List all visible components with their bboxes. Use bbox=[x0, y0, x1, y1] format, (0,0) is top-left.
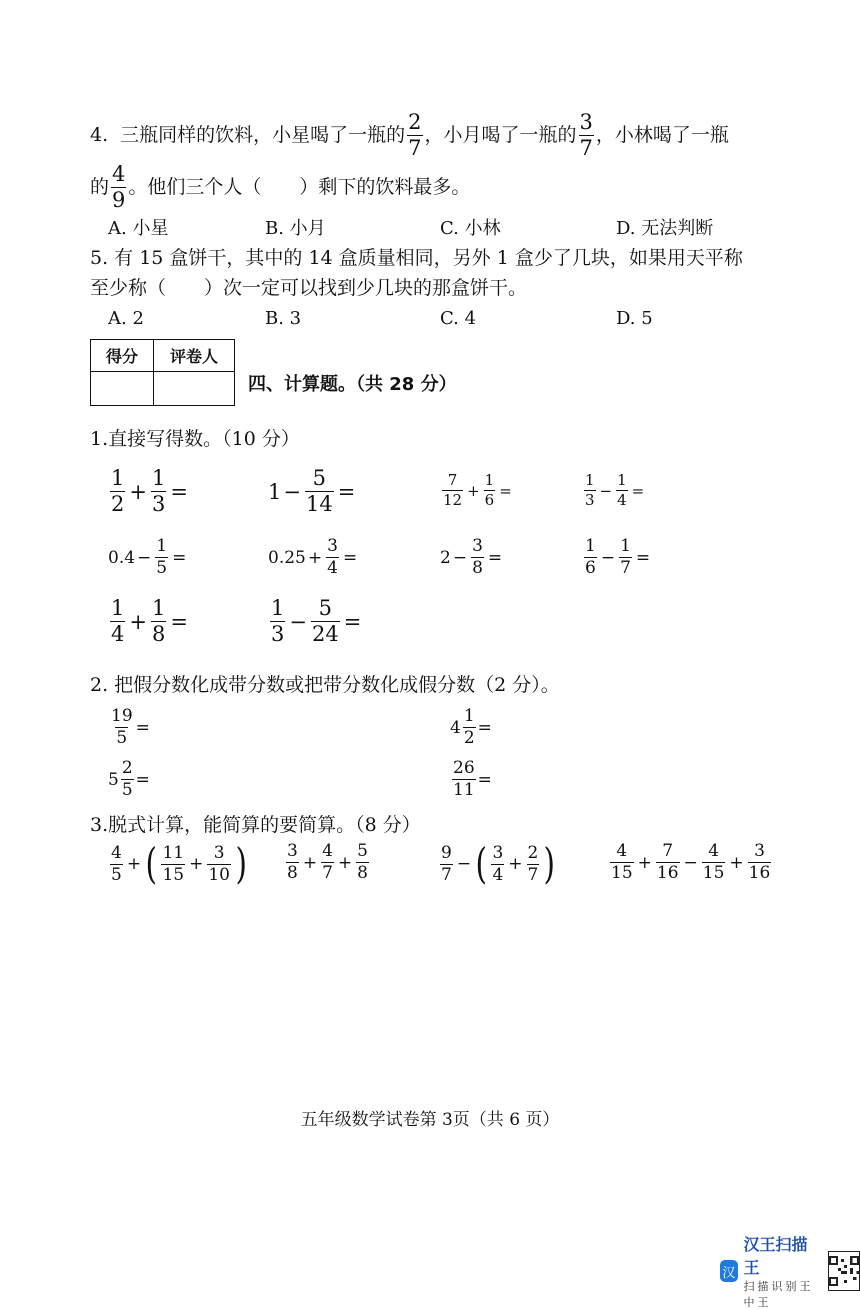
section-title: 四、计算题。（共 28 分） bbox=[248, 374, 457, 395]
step-calc-2: $\frac{3}{8}$ + $\frac{4}{7}$ + $\frac{5}{8}$ bbox=[287, 841, 368, 883]
q4-text-c: ，小林喝了一瓶 bbox=[595, 124, 729, 146]
calc-item-10: $\frac{1}{3}$ − $\frac{5}{24}$ = bbox=[271, 596, 362, 646]
calc-item-7: 2 − $\frac{3}{8}$ = bbox=[440, 536, 503, 578]
convert-item-2: 4 $\frac{1}{2}$ = bbox=[450, 706, 492, 748]
q4-line2 bbox=[90, 164, 470, 211]
step-calc-3: $\frac{9}{7}$ − ( $\frac{3}{4}$ + $\frac{2}{7}$ ) bbox=[441, 839, 556, 888]
grader-header: 评卷人 bbox=[154, 340, 235, 372]
q5-option-a: A. 2 bbox=[108, 308, 144, 329]
q4-text-d: 的 bbox=[90, 176, 110, 198]
q4-line1 bbox=[90, 112, 729, 159]
q5-line1: 5. 有 15 盒饼干，其中的 14 盒质量相同，另外 1 盒少了几块，如果用天平称 bbox=[90, 247, 743, 269]
page-footer: 五年级数学试卷第 3页（共 6 页） bbox=[300, 1110, 560, 1130]
step-calc-4: $\frac{4}{15}$ + $\frac{7}{16}$ − $\frac{4}{15}$ + $\frac{3}{16}$ bbox=[611, 841, 771, 883]
score-cell[interactable] bbox=[91, 372, 154, 406]
fraction: $\frac{3}{7}$ bbox=[579, 110, 593, 160]
scanner-logo-icon: 汉 bbox=[720, 1260, 738, 1282]
part2-title: 2. 把假分数化成带分数或把带分数化成假分数（2 分）。 bbox=[90, 674, 560, 696]
calc-item-2: 1 − $\frac{5}{14}$ = bbox=[268, 466, 356, 516]
score-table bbox=[90, 339, 235, 406]
fraction: $\frac{4}{9}$ bbox=[112, 162, 126, 212]
scanner-slogan: 扫描识别王中王 bbox=[743, 1280, 814, 1309]
q4-option-a: A. 小星 bbox=[108, 218, 169, 239]
q4-option-c: C. 小林 bbox=[440, 218, 501, 239]
q5-option-d: D. 5 bbox=[616, 308, 653, 329]
q5-option-b: B. 3 bbox=[265, 308, 302, 329]
score-header: 得分 bbox=[91, 340, 154, 372]
calc-item-1: $\frac{1}{2}$ + $\frac{1}{3}$ = bbox=[111, 466, 188, 516]
convert-item-1: $\frac{19}{5}$ = bbox=[111, 706, 150, 748]
q5-line2: 至少称（ ）次一定可以找到少几块的那盒饼干。 bbox=[90, 277, 528, 299]
scanner-brand: 汉王扫描王 bbox=[743, 1235, 808, 1277]
calc-item-4: $\frac{1}{3}$ − $\frac{1}{4}$ = bbox=[585, 471, 645, 509]
part1-title: 1.直接写得数。（10 分） bbox=[90, 428, 300, 450]
calc-item-5: 0.4 − $\frac{1}{5}$ = bbox=[108, 536, 187, 578]
scanner-watermark bbox=[720, 1232, 860, 1310]
calc-item-9: $\frac{1}{4}$ + $\frac{1}{8}$ = bbox=[111, 596, 188, 646]
convert-item-3: 5 $\frac{2}{5}$ = bbox=[108, 758, 150, 800]
q4-text-e: 。他们三个人（ ）剩下的饮料最多。 bbox=[128, 176, 471, 198]
calc-item-8: $\frac{1}{6}$ − $\frac{1}{7}$ = bbox=[585, 536, 651, 578]
calc-item-6: 0.25 + $\frac{3}{4}$ = bbox=[268, 536, 358, 578]
grader-cell[interactable] bbox=[154, 372, 235, 406]
qr-code-icon bbox=[828, 1251, 860, 1291]
q4-option-b: B. 小月 bbox=[265, 218, 326, 239]
part3-title: 3.脱式计算，能简算的要简算。（8 分） bbox=[90, 814, 421, 836]
convert-item-4: $\frac{26}{11}$ = bbox=[453, 758, 492, 800]
q4-text-a: 三瓶同样的饮料，小星喝了一瓶的 bbox=[120, 124, 406, 146]
calc-item-3: $\frac{7}{12}$ + $\frac{1}{6}$ = bbox=[443, 471, 512, 509]
q4-number: 4. bbox=[90, 124, 109, 146]
q4-text-b: ，小月喝了一瓶的 bbox=[424, 124, 577, 146]
step-calc-1: $\frac{4}{5}$ + ( $\frac{11}{15}$ + $\frac{3}{10}$ ) bbox=[111, 839, 247, 888]
q4-option-d: D. 无法判断 bbox=[616, 218, 714, 239]
fraction: $\frac{2}{7}$ bbox=[408, 110, 422, 160]
q5-option-c: C. 4 bbox=[440, 308, 477, 329]
